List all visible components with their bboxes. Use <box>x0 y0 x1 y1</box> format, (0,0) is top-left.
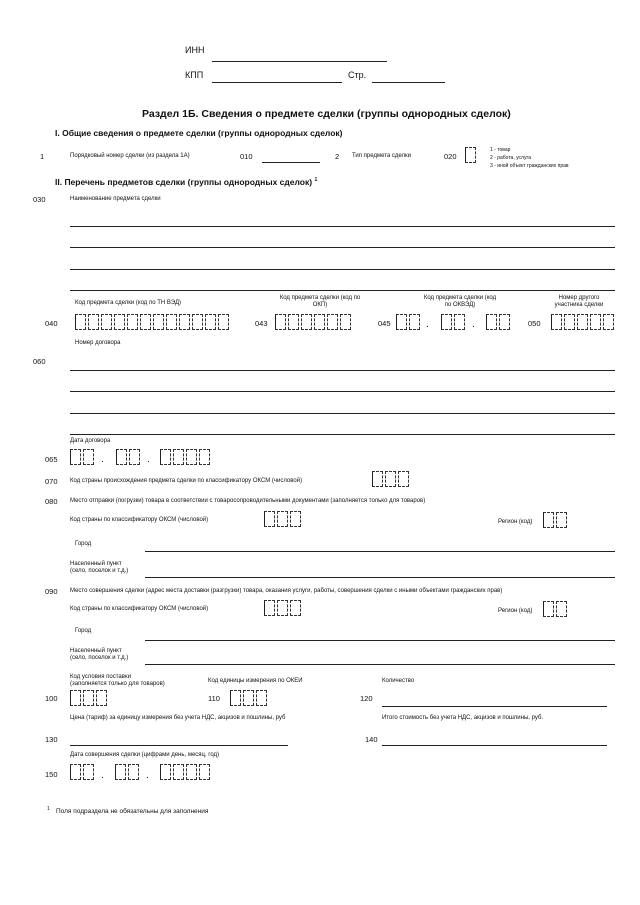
performance-city-field[interactable] <box>145 640 615 641</box>
item-name-line-2[interactable] <box>70 247 615 248</box>
performance-locality-field[interactable] <box>145 664 615 665</box>
deal-number-label: Порядковый номер сделки (из раздела 1А) <box>70 153 190 159</box>
contract-date-sep-1: . <box>101 454 104 465</box>
code-010: 010 <box>240 152 253 161</box>
type-option-3: 3 - иной объект гражданских прав <box>490 163 569 169</box>
deal-type-box[interactable] <box>465 147 478 163</box>
contract-number-line-2[interactable] <box>70 391 615 392</box>
code-070: 070 <box>45 477 58 486</box>
origin-country-label: Код страны происхождения предмета сделки по классификатору ОКСМ (числовой) <box>70 478 303 484</box>
kpp-field[interactable] <box>212 82 342 83</box>
code-110: 110 <box>208 694 220 703</box>
code-030: 030 <box>33 195 46 204</box>
page-label: Стр. <box>348 70 367 80</box>
part2-heading: II. Перечень предметов сделки (группы однородных сделок) $^1$ <box>55 177 318 187</box>
delivery-terms-boxes[interactable] <box>70 690 109 706</box>
shipment-label: Место отправки (погрузки) товара в соответствии с товаросопроводительными документами (заполняется только для товаров) <box>70 498 426 504</box>
performance-country-label: Код страны по классификатору ОКСМ (числовой) <box>70 606 209 612</box>
okp-label: Код предмета сделки (код по ОКП) <box>279 295 361 308</box>
quantity-field[interactable] <box>382 706 607 707</box>
item-name-label: Наименование предмета сделки <box>70 196 161 202</box>
code-080: 080 <box>45 497 58 506</box>
code-043: 043 <box>255 319 268 328</box>
other-participant-boxes[interactable] <box>551 314 616 330</box>
shipment-city-label: Город <box>75 541 92 547</box>
shipment-region-boxes[interactable] <box>543 512 569 528</box>
delivery-terms-label: Код условия поставки (заполняется только для товаров) <box>70 674 165 687</box>
code-100: 100 <box>45 694 58 703</box>
okved-boxes-3[interactable] <box>486 314 512 330</box>
okved-label: Код предмета сделки (код по ОКВЭД) <box>423 295 497 308</box>
total-label: Итого стоимость без учета НДС, акцизов и пошлины, руб. <box>382 715 544 721</box>
shipment-country-boxes[interactable] <box>264 511 303 527</box>
code-130: 130 <box>45 735 58 744</box>
deal-type-label: Тип предмета сделки <box>352 153 412 159</box>
deal-date-sep-2: . <box>146 770 149 781</box>
footnote-mark: 1 <box>47 806 50 812</box>
contract-date-year[interactable] <box>160 449 212 465</box>
kpp-label: КПП <box>185 70 204 80</box>
total-field[interactable] <box>382 745 607 746</box>
type-option-1: 1 - товар <box>490 147 511 153</box>
deal-date-sep-1: . <box>101 770 104 781</box>
deal-date-day[interactable] <box>70 764 96 780</box>
code-120: 120 <box>360 694 373 703</box>
performance-region-boxes[interactable] <box>543 601 569 617</box>
contract-number-line-4[interactable] <box>70 434 615 435</box>
item-name-line-4[interactable] <box>70 290 615 291</box>
deal-date-month[interactable] <box>115 764 141 780</box>
page-field[interactable] <box>372 82 445 83</box>
okei-label: Код единицы измерения по ОКЕИ <box>208 678 303 684</box>
contract-date-month[interactable] <box>116 449 142 465</box>
code-140: 140 <box>365 735 378 744</box>
deal-date-label: Дата совершения сделки (цифрами день, месяц, год) <box>70 752 220 758</box>
code-045: 045 <box>378 319 391 328</box>
tnved-label: Код предмета сделки (код по ТН ВЭД) <box>75 300 182 306</box>
row-number-2: 2 <box>335 152 340 161</box>
shipment-region-label: Регион (код) <box>498 519 533 525</box>
type-option-2: 2 - работа, услуга <box>490 155 531 161</box>
code-040: 040 <box>45 319 58 328</box>
contract-date-label: Дата договора <box>70 438 111 444</box>
quantity-label: Количество <box>382 678 415 684</box>
inn-field[interactable] <box>212 61 387 62</box>
okved-boxes-1[interactable] <box>396 314 422 330</box>
code-060: 060 <box>33 357 46 366</box>
contract-number-line-3[interactable] <box>70 413 615 414</box>
performance-city-label: Город <box>75 628 92 634</box>
inn-label: ИНН <box>185 45 205 55</box>
performance-country-boxes[interactable] <box>264 600 303 616</box>
shipment-locality-label: Населенный пункт (село, поселок и т.д.) <box>70 561 129 574</box>
tnved-boxes[interactable] <box>75 314 231 330</box>
footnote-text: Поля подраздела не обязательны для заполнения <box>56 808 209 815</box>
row-number-1: 1 <box>40 152 45 161</box>
other-participant-label: Номер другого участника сделки <box>554 295 604 308</box>
shipment-country-label: Код страны по классификатору ОКСМ (числовой) <box>70 517 209 523</box>
contract-number-line-1[interactable] <box>70 370 615 371</box>
contract-number-label: Номер договора <box>75 340 121 346</box>
okved-boxes-2[interactable] <box>441 314 467 330</box>
code-020: 020 <box>444 152 457 161</box>
performance-label: Место совершения сделки (адрес места доставки (разгрузки) товара, оказания услуги, работы, совершения сделки с иными объектами гражданских прав) <box>70 588 503 594</box>
code-065: 065 <box>45 455 58 464</box>
section-title: Раздел 1Б. Сведения о предмете сделки (группы однородных сделок) <box>142 108 511 120</box>
origin-country-boxes[interactable] <box>372 471 411 487</box>
item-name-line-3[interactable] <box>70 269 615 270</box>
part1-heading: I. Общие сведения о предмете сделки (группы однородных сделок) <box>55 128 343 138</box>
contract-date-day[interactable] <box>70 449 96 465</box>
deal-number-field[interactable] <box>262 162 320 163</box>
contract-date-sep-2: . <box>147 454 150 465</box>
code-050: 050 <box>528 319 541 328</box>
code-150: 150 <box>45 770 58 779</box>
performance-region-label: Регион (код) <box>498 608 533 614</box>
okp-boxes[interactable] <box>275 314 353 330</box>
shipment-locality-field[interactable] <box>145 577 615 578</box>
deal-date-year[interactable] <box>160 764 212 780</box>
price-field[interactable] <box>70 745 288 746</box>
performance-locality-label: Населенный пункт (село, поселок и т.д.) <box>70 648 129 661</box>
okved-separator-1: . <box>426 319 429 330</box>
okved-separator-2: . <box>472 319 475 330</box>
code-090: 090 <box>45 587 58 596</box>
price-label: Цена (тариф) за единицу измерения без учета НДС, акцизов и пошлины, руб <box>70 715 286 721</box>
item-name-line-1[interactable] <box>70 226 615 227</box>
shipment-city-field[interactable] <box>145 551 615 552</box>
okei-boxes[interactable] <box>230 690 269 706</box>
